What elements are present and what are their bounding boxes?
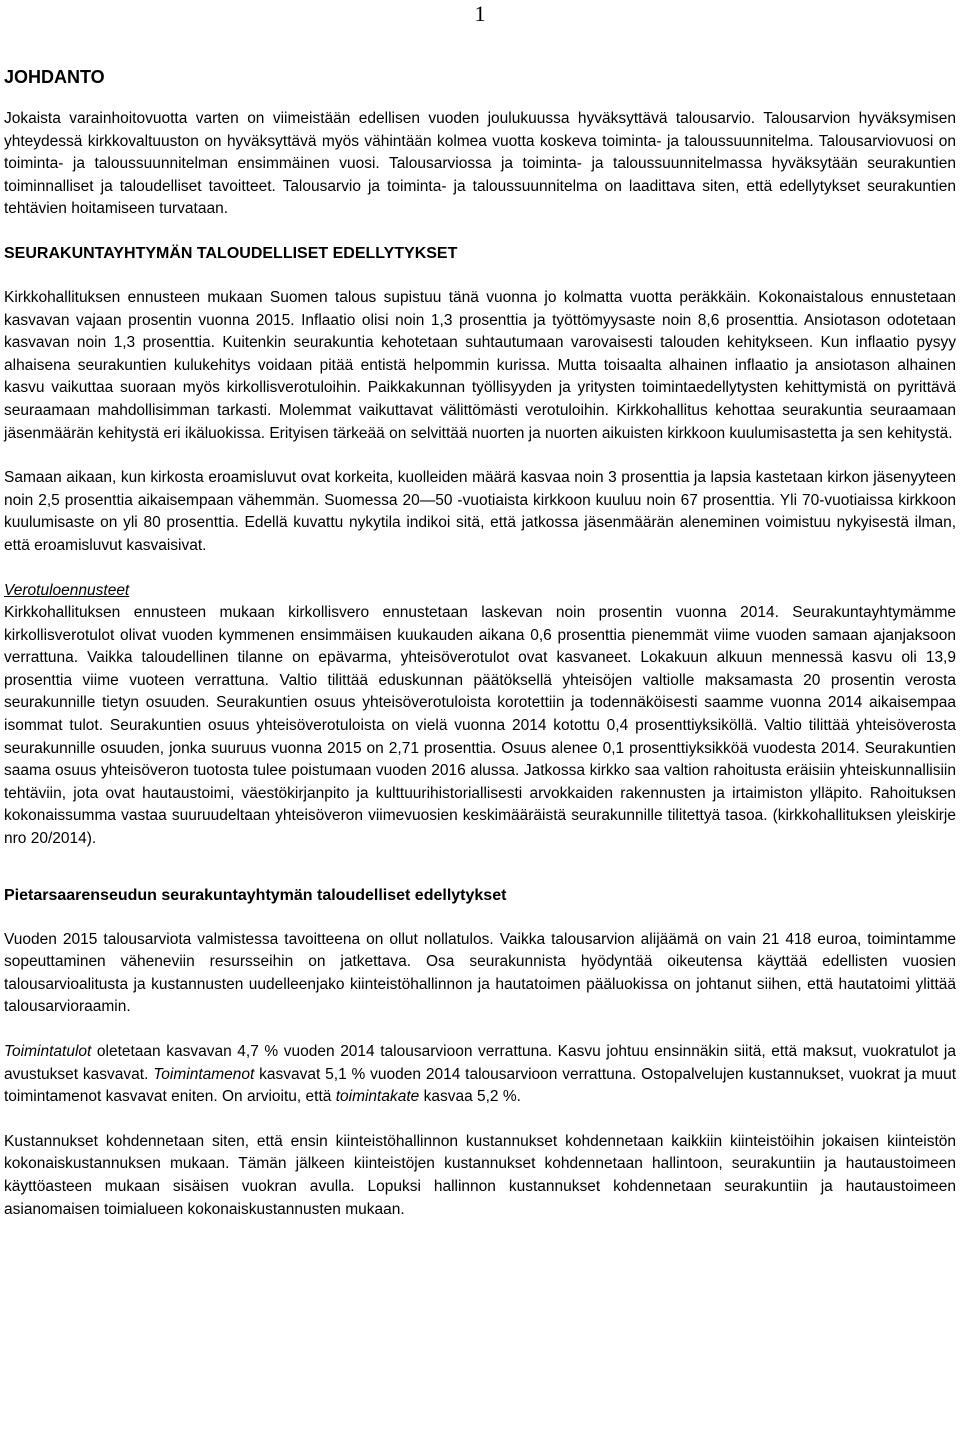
- operating-income-text-3: kasvaa 5,2 %.: [419, 1088, 521, 1106]
- term-toimintakate: toimintakate: [335, 1088, 420, 1106]
- intro-paragraph: Jokaista varainhoitovuotta varten on viimeistään edellisen vuoden joulukuussa hyväksyttävä talousarvio. Talousarvion hyväksymisen yhteydessä kirkkovaltuuston on hyväksyttävä myös vähintään kolmea vuotta koskeva toiminta- ja taloussuunnitelma. Talousarviovuosi on toiminta- ja taloussuunnitelman ensimmäinen vuosi. Talousarviossa ja toiminta- ja taloussuunnitelmassa hyväksytään seurakuntien toiminnalliset ja taloudelliset tavoitteet. Talousarvio ja toiminta- ja taloussuunnitelma on laadittava siten, että edellytykset seurakuntien tehtävien hoitamiseen turvataan.: [4, 110, 956, 218]
- page-number: 1: [474, 1, 486, 26]
- operating-income-text-2: kasvavat 5,1 % vuoden 2014 talousarvioon verrattuna. Ostopalvelujen kustannukset, vuokrat ja muut toimintamenot kasvavat eniten. On arvioitu, että: [4, 1065, 957, 1106]
- intro-heading: JOHDANTO: [4, 67, 105, 87]
- economy-paragraph: Kirkkohallituksen ennusteen mukaan Suomen talous supistuu tänä vuonna jo kolmatta vuotta peräkkäin. Kokonaistalous ennustetaan kasvavan vajaan prosentin vuonna 2015. Inflaatio olisi noin 1,3 prosenttia ja työttömyysaste noin 8,6 prosenttia. Ansiotason odotetaan kasvavan noin 1,3 prosenttia. Kuitenkin seurakuntia kehotetaan suhtautumaan varovaisesti talouden kehitykseen. Kun inflaatio pysyy alhaisena seurakuntien kulukehitys voidaan pitää entistä helpommin kurissa. Mutta toisaalta alhainen inflaatio ja ansiotason alhainen kasvu vaikuttaa suoraan myös kirkollisverotuloihin. Paikkakunnan työllisyyden ja yritysten toimintaedellytysten kehittymistä on pyrittävä seuraamaan mahdollisimman tarkasti. Molemmat vaikuttavat välittömästi verotuloihin. Kirkkohallitus kehottaa seurakuntia seuraamaan jäsenmäärän kehitystä eri ikäluokissa. Erityisen tärkeää on selvittää nuorten ja nuorten aikuisten kirkkoon kuulumisastetta ja sen kehitystä.: [4, 288, 956, 442]
- operating-income-paragraph: [4, 1041, 956, 1109]
- term-toimintamenot: Toimintamenot: [153, 1065, 255, 1083]
- membership-paragraph: Samaan aikaan, kun kirkosta eroamisluvut ovat korkeita, kuolleiden määrä kasvaa noin 3 prosenttia ja lapsia kastetaan kirkon jäsenyyteen noin 2,5 prosenttia aikaisempaan vähemmän. Suomessa 20—50 -vuotiaista kirkkoon kuuluu noin 67 prosenttia. Yli 70-vuotiaissa kirkkoon kuulumisaste on yli 80 prosenttia. Edellä kuvattu nykytila indikoi sitä, että jatkossa jäsenmäärän aleneminen voimistuu nykyisestä ilman, että eroamisluvut kasvaisivat.: [4, 469, 956, 554]
- tax-forecast-subheading: Verotuloennusteet: [4, 581, 130, 599]
- section-heading-pietarsaari: Pietarsaarenseudun seurakuntayhtymän taloudelliset edellytykset: [4, 886, 507, 904]
- cost-allocation-paragraph: Kustannukset kohdennetaan siten, että ensin kiinteistöhallinnon kustannukset kohdennetaan kaikkiin kiinteistöihin jokaisen kiinteistön kokonaiskustannuksen mukaan. Tämän jälkeen kiinteistöjen kustannukset kohdennetaan hallintoon, seurakuntiin ja hautaustoimeen käyttöasteen mukaan sisäisen vuokran avulla. Lopuksi hallinnon kustannukset kohdennetaan seurakuntiin ja hautaustoimeen asianomaisen toimialueen kokonaiskustannusten mukaan.: [4, 1132, 956, 1218]
- budget-paragraph: Vuoden 2015 talousarviota valmistessa tavoitteena on ollut nollatulos. Vaikka talousarvion alijäämä on vain 21 418 euroa, toimintamme sopeuttaminen väheneviin resursseihin on jatkettava. Osa seurakunnista hyödyntää oikeutensa käyttää edellisten vuosien talousarvioalitusta ja kustannusten uudelleenjako kiinteistöhallinnon ja hautatoimen pääluokissa on johtanut siihen, että hautatoimi ylittää talousarvioraamin.: [4, 930, 956, 1016]
- section-heading-economic-conditions: SEURAKUNTAYHTYMÄN TALOUDELLISET EDELLYTYKSET: [4, 244, 458, 262]
- document-body: [4, 66, 956, 1221]
- term-toimintatulot: Toimintatulot: [4, 1043, 92, 1060]
- tax-forecast-paragraph: Kirkkohallituksen ennusteen mukaan kirkollisvero ennustetaan laskevan noin prosentin vuonna 2014. Seurakuntayhtymämme kirkollisverotulot olivat vuoden kymmenen ensimmäisen kuukauden aikana 0,6 prosenttia pienemmät viime vuoden samaan ajanjaksoon verrattuna. Vaikka taloudellinen tilanne on epävarma, yhteisöverotulot ovat kasvaneet. Lokakuun alkuun mennessä kasvu oli 13,9 prosenttia viime vuoteen verrattuna. Valtio tilittää eduskunnan päätöksellä yhteisöjen valtiolle maksamasta 20 prosentin verosta seurakunnille tietyn osuuden. Seurakuntien osuus yhteisöverotuloista korotettiin ja todennäköisesti saamme vuonna 2014 aikaisempaa isommat tulot. Seurakuntien osuus yhteisöverotuloista on vielä vuonna 2014 kotottu 0,4 prosenttiyksiköllä. Valtio tilittää yhteisöverosta seurakunnille osuuden, jonka suuruus vuonna 2015 on 2,71 prosenttia. Osuus alenee 0,1 prosenttiyksikköä vuodesta 2014. Seurakuntien saama osuus yhteisöveron tuotosta tulee poistumaan vuoden 2016 alussa. Jatkossa kirkko saa valtion rahoitusta eräisiin yhteiskunnallisiin tehtäviin, jota ovat hautaustoimi, väestökirjanpito ja kulttuurihistoriallisesti arvokkaiden rakennusten ja irtaimiston ylläpito. Rahoituksen kokonaissumma vastaa suuruudeltaan yhteisöveron viimevuosien keskimääräistä seurakunnille tilitettyä tasoa. (kirkkohallituksen yleiskirje nro 20/2014).: [4, 604, 956, 848]
- operating-income-text-1: oletetaan kasvavan 4,7 % vuoden 2014 talousarvioon verrattuna. Kasvu johtuu ensinnäkin siitä, että maksut, vuokratulot ja avustukset kasvavat.: [4, 1043, 956, 1083]
